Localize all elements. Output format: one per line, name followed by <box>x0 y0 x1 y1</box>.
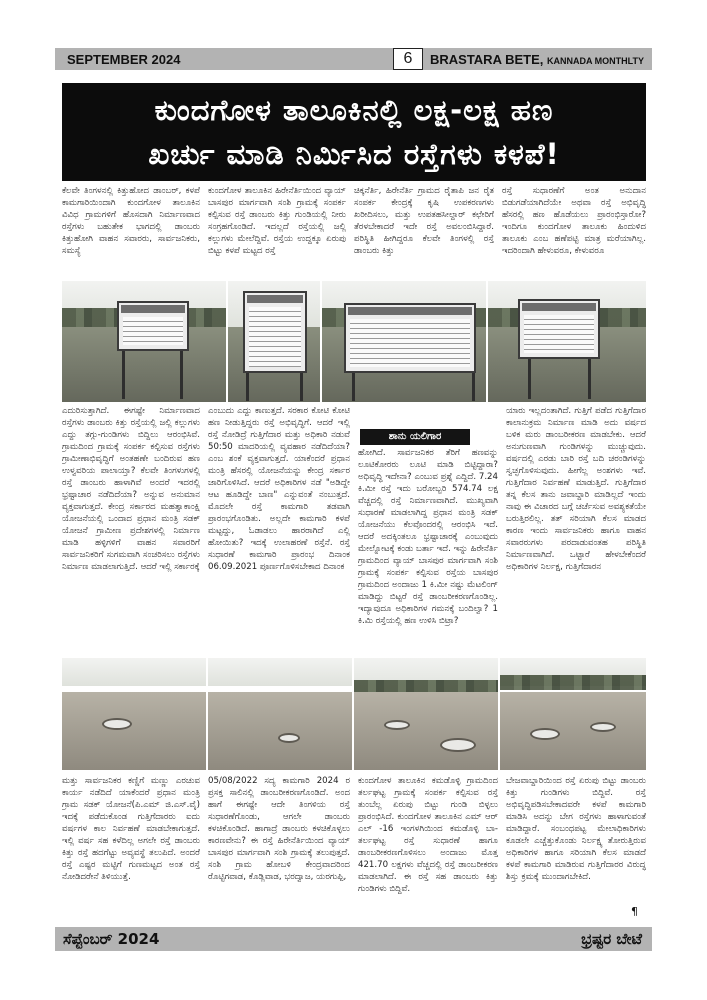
article-column-6: ಎಂಬುದು ಎದ್ದು ಕಾಣುತ್ತದೆ. ಸರಕಾರ ಕೋಟಿ ಕೋಟಿ ಹಣ ನೀಡುತ್ತಿದ್ದರು ರಸ್ತೆ ಅಭಿವೃದ್ಧಿಗೆ. ಆದರೆ ಇಲ್ಲಿ ರಸ್ತೆ ನೋಡಿದ್ರೆ ಗುತ್ತಿಗೆದಾರ ಮತ್ತು ಅಧಿಕಾರಿ ನಡುವೆ 50:50 ಮಾದರಿಯಲ್ಲಿ ವ್ಯವಹಾರ ನಡೆದಿದೆಯಾ? ಎಂಬ ಶಂಕೆ ವ್ಯಕ್ತವಾಗುತ್ತದೆ. ಯಾಕೆಂದರೆ ಪ್ರಧಾನ ಮಂತ್ರಿ ಹೆಸರಲ್ಲಿ ಯೋಜನೆಯನ್ನು ಕೇಂದ್ರ ಸರ್ಕಾರ ಜಾರಿಗೊಳಿಸಿದೆ. ಆದರೆ ಅಧಿಕಾರಿಗಳ ನಡೆ "ಅಡಿದ್ದೇ ಆಟ ಹೂಡಿದ್ದೇ ಬಾಣ" ಎನ್ನುವಂತೆ ನಂಬುತ್ತದೆ. ಮೊದಲೇ ರಸ್ತೆ ಕಾಮಗಾರಿ ತಡವಾಗಿ ಪ್ರಾರಂಭಗೊಂಡಿತು. ಅಲ್ಲದೇ ಕಾಮಗಾರಿ ಕಳಪೆ ಮಟ್ಟದ್ದು, ಓಡಾಡಲು ಹಾರರಾಗಿದೆ ಎಲ್ಲಿ ಹೋಯಿತು? ಇದಕ್ಕೆ ಉಲಾಹರಣೆ ರಸ್ತೆನೆ. ರಸ್ತೆ ಸುಧಾರಣೆ ಕಾಮಗಾರಿ ಪ್ರಾರಂಭ ದಿನಾಂಕ 06.09.2021 ಪೂರ್ಣಗೊಳಿಸಬೇಕಾದ ದಿನಾಂಕ <box>208 406 350 572</box>
article-column-12: ಬೇಜವಾಬ್ದಾರಿಯಿಂದ ರಸ್ತೆ ಏರುಪು ಬಿಟ್ಟು ಡಾಂಬರು ಕಿತ್ತು ಗುಂಡಿಗಳು ಬಿದ್ದಿವೆ. ರಸ್ತೆ ಅಭಿವೃದ್ಧಿಪಡಿಸಬೇಕಾದವರೇ ಕಳಪೆ ಕಾಮಗಾರಿ ಮಾಡಿಸಿ ಅದನ್ನು ಬೇಗ ರಸ್ತೆಗಳು ಹಾಳಾಗುವಂತೆ ಮಾಡಿದ್ದಾರೆ. ಸಂಬಂಧಪಟ್ಟ ಮೇಲಾಧಿಕಾರಿಗಳು ಕೂಡಲೇ ಎಚ್ಚೆತ್ತುಕೊಂಡು ನಿರ್ಲಕ್ಷ್ಯ ತೋರುತ್ತಿರುವ ಅಧಿಕಾರಿಗಳ ಹಾಗೂ ಸರಿಯಾಗಿ ಕೆಲಸ ಮಾಡದೆ ಕಳಪೆ ಕಾಮಗಾರಿ ಮಾಡಿರುವ ಗುತ್ತಿಗೆದಾರರ ವಿರುದ್ಧ ಶಿಸ್ತು ಕ್ರಮಕ್ಕೆ ಮುಂದಾಗಬೇಕಿದೆ. <box>506 776 646 882</box>
issue-date: SEPTEMBER 2024 <box>67 52 181 67</box>
signboard-photo-4 <box>488 281 646 402</box>
masthead <box>430 52 644 67</box>
article-column-5: ಎದುರಿಸುತ್ತಾಗಿದೆ. ಈಗಷ್ಟೇ ನಿರ್ಮಾಣವಾದ ರಸ್ತೆಗಳು ಡಾಂಬರು ಕಿತ್ತು ರಸ್ತೆಯಲ್ಲಿ ಜಲ್ಲಿ ಕಲ್ಲುಗಳು ಎದ್ದು ತಗ್ಗು-ಗುಂಡಿಗಳು ಬಿದ್ದಿಲು ಆರಂಭಿಸಿವೆ. ಗ್ರಾಮದಿಂದ ಗ್ರಾಮಕ್ಕೆ ಸಂಪರ್ಕ ಕಲ್ಪಿಸುವ ರಸ್ತೆಗಳು ಗ್ರಾಮೀಣಾಭಿವೃದ್ಧಿಗೆ ಅಂತಹಣೇ ಬಂದಿರುವ ಹಣ ಉಳ್ವವರಿಯ ಪಾಲಾಯ್ತಾ? ಕೆಲವೇ ತಿಂಗಳುಗಳಲ್ಲಿ ರಸ್ತೆ ಡಾಂಬರು ಹಾಳಾಗಿವೆ ಅಂದರೆ ಇದರಲ್ಲಿ ಭ್ರಷ್ಟಾಚಾರ ನಡೆದಿದೆಯಾ? ಅನ್ನುವ ಅನುಮಾನ ವ್ಯಕ್ತವಾಗುತ್ತದೆ. ಕೇಂದ್ರ ಸರ್ಕಾರದ ಮಹತ್ವಾಕಾಂಕ್ಷಿ ಯೋಜನೆಯಲ್ಲಿ ಒಂದಾದ ಪ್ರಧಾನ ಮಂತ್ರಿ ಸಡಕ್ ಯೋಜನೆ ಗ್ರಾಮೀಣ ಪ್ರದೇಶಗಳಲ್ಲಿ ನಿರ್ಮಾಣ ಮಾಡಿ ಹಳ್ಳಿಗಳಿಗೆ ವಾಹನ ಸವಾರರಿಗೆ ಸಾರ್ವಜನಿಕರಿಗೆ ಸುಗಮವಾಗಿ ಸಂಚರಿಸಲು ರಸ್ತೆಗಳು ನಿರ್ಮಾಣ ಮಾಡಲಾಗುತ್ತಿದೆ. ಆದರೆ ಇಲ್ಲಿ ಸರ್ಕಾರಕ್ಕೆ <box>62 406 200 572</box>
article-column-1: ಕೆಲವೇ ತಿಂಗಳನಲ್ಲಿ ಕಿತ್ತುಹೋದ ಡಾಂಬರ್, ಕಳಪೆ ಕಾಮಗಾರಿಯಿಂದಾಗಿ ಕುಂದಗೋಳ ತಾಲೂಕಿನ ವಿವಿಧ ಗ್ರಾಮಗಳಿಗೆ ಹೊಸದಾಗಿ ನಿರ್ಮಾಣವಾದ ರಸ್ತೆಗಳು ಬಹುತೇಕ ಭಾಗದಲ್ಲಿ ಡಾಂಬರು ಕಿತ್ತುಹೋಗಿ ವಾಹನ ಸವಾರರು, ಸಾರ್ವಜನಿಕರು, ಸಮಸ್ಯೆ <box>62 186 200 256</box>
road-photo-2 <box>208 658 352 770</box>
article-column-8: ಯಾರು ಇಲ್ಲದಂತಾಗಿದೆ. ಗುತ್ತಿಗೆ ಪಡೆದ ಗುತ್ತಿಗೆದಾರ ಕಾಲಾನುಕ್ರಮ ನಿರ್ಮಾಣ ಮಾಡಿ ಅದು ವರ್ಷದ ಬಳಿಕ ಮರು ಡಾಂಬರೀಕರಣ ಮಾಡಬೇಕು. ಆದರೆ ಅನುಗುಣವಾಗಿ ಗುಂಡಿಗಳನ್ನು ಮುಚ್ಚುವುದು. ವರ್ಷದಲ್ಲಿ ಎರಡು ಬಾರಿ ರಸ್ತೆ ಬದಿ ಚರಂಡಿಗಳನ್ನು ಸ್ವಚ್ಛಗೊಳಿಸುವುದು. ಹೀಗೆಲ್ಲ ಅಂಶಗಳು ಇವೆ. ಗುತ್ತಿಗೆದಾರ ನಿರ್ವಹಣೆ ಮಾಡುತ್ತಿದೆ. ಗುತ್ತಿಗೆದಾರ ತನ್ನ ಕೆಲಸ ತಾನು ಜವಾಬ್ದಾರಿ ಮಾಡಿಲ್ಲದೆ ಇಂದು ನಾವು ಈ ವಿಚಾರದ ಬಗ್ಗೆ ಚರ್ಚೆಸುವ ಅವಶ್ಯಕತೆಯೇ ಬರುತ್ತಿರಲಿಲ್ಲ. ತತ್ ಸರಿಯಾಗಿ ಕೆಲಸ ಮಾಡದ ಕಾರಣ ಇಂದು ಸಾರ್ವಜನಿಕರು ಹಾಗೂ ವಾಹನ ಸವಾರರುಗಳು ಪರದಾಡುವಂತಹ ಪರಿಸ್ಥಿತಿ ನಿರ್ಮಾಣವಾಗಿದೆ. ಒಟ್ಟಾರೆ ಹೇಳಬೇಕೆಂದರೆ ಅಧಿಕಾರಿಗಳ ನಿರ್ಲಕ್ಷ, ಗುತ್ತಿಗೆದಾರನ <box>506 406 646 572</box>
article-column-10: 05/08/2022 ಸದ್ಯ ಕಾಮಗಾರಿ 2024 ರ ಪ್ರಸಕ್ತ ಸಾಲಿನಲ್ಲಿ ಡಾಂಬರೀಕರಣಗೊಂಡಿದೆ. ಅಂದ ಹಾಗೆ ಈಗಷ್ಟೇ ಆದೇ ತಿಂಗಳಿಯ ರಸ್ತೆ ಸುಧಾರಣೆಗೊಂಡು, ಆಗಲೇ ಡಾಂಬರು ಕಳಚಿಕೊಂಡಿದೆ. ಹಾಗಾದ್ರೆ ಡಾಂಬರು ಕಳಚಿಕೊಳ್ಳಲು ಕಾರಣವೇನು? ಈ ರಸ್ತೆ ಹಿರೇನೆರ್ತಿಯಿಂದ ವ್ಯಾಯ್ ಬಾಸಪುರ ಮಾರ್ಗವಾಗಿ ಸಂಶಿ ಗ್ರಾಮಕ್ಕೆ ತಲುಪುತ್ತದೆ. ಸಂಶಿ ಗ್ರಾಮ ಹೋಬಳಿ ಕೇಂದ್ರವಾದರಿಂದ ರೊಟ್ಟಿಗವಾಡ, ಕೊಡ್ಲಿವಾಡ, ಭರದ್ವಾಜ, ಯರಗುಪ್ಪಿ, <box>208 776 350 882</box>
article-column-7-text: ಹೋಗಿದೆ. ಸಾರ್ವಜನಿಕರ ತೆರಿಗೆ ಹಣವನ್ನು ಲೂಟಿಕೋರರು ಲೂಟಿ ಮಾಡಿ ಬಿಟ್ಟಿದ್ದಾರಾ? ಅಧಿವೃದ್ಧಿ ಇದೇನಾ? ಎಂಬುವ ಪ್ರಶ್ನೆ ಎದ್ದಿದೆ. 7.24 ಕಿ.ಮೀ ರಸ್ತೆ ಇದು ಬರೋಬ್ಬರಿ 574.74 ಲಕ್ಷ ವೆಚ್ಚದಲ್ಲಿ ರಸ್ತೆ ನಿರ್ಮಾಣವಾಗಿದೆ. ಮುಖ್ಯವಾಗಿ ಸುಧಾರಣೆ ಮಾಡಲಾಗಿದ್ದ ಪ್ರಧಾನ ಮಂತ್ರಿ ಸಡಕ್ ಯೋಜನೆಯು ಕೆಲವೊಂದರಲ್ಲಿ ಆರಂಭಿಸಿ ಇದೆ. ಆದರೆ ಅದಕ್ಕಿಂತಲೂ ಭ್ರಷ್ಟಾಚಾರಕ್ಕೆ ಎಂಬುವುದು ಮೇಲ್ನೋಟಕ್ಕೆ ಕಂಡು ಬರ್ತಾ ಇದೆ. ಇನ್ನು ಹಿರೇನೆರ್ತಿ ಗ್ರಾಮದಿಂದ ವ್ಯಾಯ್ ಬಾಸಪುರ ಮಾರ್ಗವಾಗಿ ಸಂಶಿ ಗ್ರಾಮಕ್ಕೆ ಸಂಪರ್ಕ ಕಲ್ಪಿಸುವ ರಸ್ತೆಯ ಬಾಸಪುರ ಗ್ರಾಮದಿಂದ ಅಂದಾಜು 1 ಕಿ.ಮೀ ನಷ್ಟು ಮೆಟಲಿಂಗ್ ಮಾಡಿದ್ದು ಬಿಟ್ಟರೆ ರಸ್ತೆ ಡಾಂಬರೀಕರಣಗೊಂಡಿಲ್ಲ. ಇದ್ಯಾವುದೂ ಅಧಿಕಾರಿಗಳ ಗಮನಕ್ಕೆ ಬಂದಿಲ್ವಾ? 1 ಕಿ.ಮಿ ರಸ್ತೆಯಲ್ಲಿ ಹಣ ಉಳಿಸಿ ಬಿಟ್ರಾ? <box>358 448 498 626</box>
footer-masthead: ಭ್ರಷ್ಟರ ಬೇಟೆ <box>581 930 642 948</box>
signboard-photo-3 <box>322 281 486 402</box>
signboard-photo-1 <box>62 281 226 402</box>
page-number: 6 <box>393 48 423 70</box>
signboard-photo-2 <box>228 281 320 402</box>
masthead-subtitle: KANNADA MONTHLTY <box>547 56 644 66</box>
road-photo-3 <box>354 658 498 770</box>
header-bar <box>55 48 652 70</box>
headline <box>62 83 646 181</box>
road-photo-1 <box>62 658 206 770</box>
road-photo-4 <box>500 658 646 770</box>
masthead-title: BRASTARA BETE, <box>429 52 544 67</box>
footer-bar <box>55 927 652 951</box>
article-column-3: ಚಿಕ್ಕನೆರ್ತಿ, ಹಿರೇನೆರ್ತಿ ಗ್ರಾಮದ ರೈತಾಪಿ ಜನ ರೈತ ಸಂಪರ್ಕ ಕೇಂದ್ರಕ್ಕೆ ಕೃಷಿ ಉಪಕರಣಗಳು ಖರೀದಿಸಲು, ಮತ್ತು ಉಪತಹಸೀಲ್ದಾರ್ ಕಛೇರಿಗೆ ತೆರಳಬೇಕಾದರೆ ಇದೇ ರಸ್ತೆ ಅವಲಂಬಿಸಿದ್ದಾರೆ. ಪರಿಸ್ಥಿತಿ ಹೀಗಿದ್ದರೂ ಕೆಲವೇ ತಿಂಗಳಲ್ಲಿ ರಸ್ತೆ ಡಾಂಬರು ಕಿತ್ತು <box>354 186 494 256</box>
article-column-7 <box>358 405 498 650</box>
article-column-4: ರಸ್ತೆ ಸುಧಾರಣೆಗೆ ಅಂತ ಅನುದಾನ ಬಿಡುಗಡೆಯಾಗಿದೆಯೇ ಅಥವಾ ರಸ್ತೆ ಅಭಿವೃದ್ಧಿ ಹೆಸರಲ್ಲಿ ಹಣ ಹೊಡೆಯಲು ಪ್ರಾರಂಭಿಸ್ತಾರೋ? ಇಂದಿಗೂ ಕುಂದಗೋಳ ತಾಲೂಕು ಹಿಂದುಳಿದ ತಾಲೂಕು ಎಂಬ ಹಣೆಪಟ್ಟಿ ಮಾತ್ರ ಮರೆಯಾಗಿಲ್ಲ. ಇದರಿಂದಾಗಿ ಹೇಳುವರೂ, ಕೇಳುವರೂ <box>502 186 646 256</box>
article-end-mark: ¶ <box>631 905 638 918</box>
headline-line-2: ಖರ್ಚು ಮಾಡಿ ನಿರ್ಮಿಸಿದ ರಸ್ತೆಗಳು ಕಳಪೆ! <box>148 137 560 171</box>
headline-line-1: ಕುಂದಗೋಳ ತಾಲೂಕಿನಲ್ಲಿ ಲಕ್ಷ-ಲಕ್ಷ ಹಣ <box>154 93 554 127</box>
article-column-2: ಕುಂದಗೋಳ ತಾಲೂಕಿನ ಹಿರೇನೆರ್ತಿಯಿಂದ ವ್ಯಾಯ್ ಬಾಸಪುರ ಮಾರ್ಗವಾಗಿ ಸಂಶಿ ಗ್ರಾಮಕ್ಕೆ ಸಂಪರ್ಕ ಕಲ್ಪಿಸುವ ರಸ್ತೆ ಡಾಂಬರು ಕಿತ್ತು ಗುಂಡಿಯಲ್ಲಿ ನೀರು ಸಂಗ್ರಹಗೊಂಡಿದೆ. ಇದಲ್ಲದೆ ರಸ್ತೆಯಲ್ಲಿ ಜಲ್ಲಿ ಕಲ್ಲುಗಳು ಮೇಲೆದ್ದಿವೆ. ರಸ್ತೆಯ ಉದ್ದಕ್ಕೂ ಏರುಪು ಬಿಟ್ಟು ಕಳಪೆ ಮಟ್ಟದ ರಸ್ತೆ <box>208 186 346 256</box>
article-column-11: ಕುಂದಗೋಳ ತಾಲೂಕಿನ ಕಮಡೊಳ್ಳಿ ಗ್ರಾಮದಿಂದ ತರ್ಲಘಟ್ಟ ಗ್ರಾಮಕ್ಕೆ ಸಂಪರ್ಕ ಕಲ್ಪಿಸುವ ರಸ್ತೆ ತುಂಬೆಲ್ಲ ಏರುಪು ಬಿಟ್ಟು ಗುಂಡಿ ಬಿಳ್ಳಲು ಪ್ರಾರಂಭಿಸಿದೆ. ಕುಂದಗೋಳ ತಾಲೂಕಿನ ಎಮ್ ಆರ್ ಎಲ್ -16 ಇಂಗಳಗಿಯಿಂದ ಕಮಡೊಳ್ಳಿ ಬಾ-ತರ್ಲಘಟ್ಟ ರಸ್ತೆ ಸುಧಾರಣೆ ಹಾಗೂ ಡಾಂಬರೀಕರಣಗೊಳಿಸಲು ಅಂದಾಜು ಮೊತ್ತ 421.70 ಲಕ್ಷಗಳು ವೆಚ್ಚದಲ್ಲಿ ರಸ್ತೆ ಡಾಂಬರೀಕರಣ ಮಾಡಲಾಗಿದೆ. ಈ ರಸ್ತೆ ಸಹ ಡಾಂಬರು ಕಿತ್ತು ಗುಂಡಿಗಳು ಬಿದ್ದಿವೆ. <box>358 776 498 894</box>
footer-date: ಸೆಪ್ಟೆಂಬರ್ 2024 <box>63 930 160 948</box>
author-byline: ಶಾನು ಯಲಿಗಾರ <box>360 429 470 445</box>
article-column-9: ಮತ್ತು ಸಾರ್ವಜನಿಕರ ಕಣ್ಣಿಗೆ ಮಣ್ಣು ಎರಚುವ ಕಾರ್ಯ ನಡೆದಿದೆ ಯಾಕೆಂದರೆ ಪ್ರಧಾನ ಮಂತ್ರಿ ಗ್ರಾಮ ಸಡಕ್ ಯೋಜನೆ(ಪಿ.ಎಮ್ ಜಿ.ಎಸ್.ವೈ) ಇದಕ್ಕೆ ಪಡೆದುಕೊಂಡ ಗುತ್ತಿಗೆದಾರರು ಐದು ವರ್ಷಗಳ ಕಾಲ ನಿರ್ವಹಣೆ ಮಾಡಬೇಕಾಗುತ್ತದೆ. ಇಲ್ಲಿ ವರ್ಷ ಸಹ ಕಳೆದಿಲ್ಲ ಅಗಲೇ ರಸ್ತೆ ಡಾಂಬರು ಕಿತ್ತು ರಸ್ತೆ ಹದಗೆಟ್ಟು ಅವ್ಯವಸ್ಥೆ ತಲುಪಿದೆ. ಅಂದರೆ ರಸ್ತೆ ಎಷ್ಟರ ಮಟ್ಟಿಗೆ ಗುಣಮಟ್ಟದ ಅಂತ ರಸ್ತೆ ನೋಡಿದರೇನೆ ತಿಳಿಯುತ್ತೆ. <box>62 776 200 882</box>
